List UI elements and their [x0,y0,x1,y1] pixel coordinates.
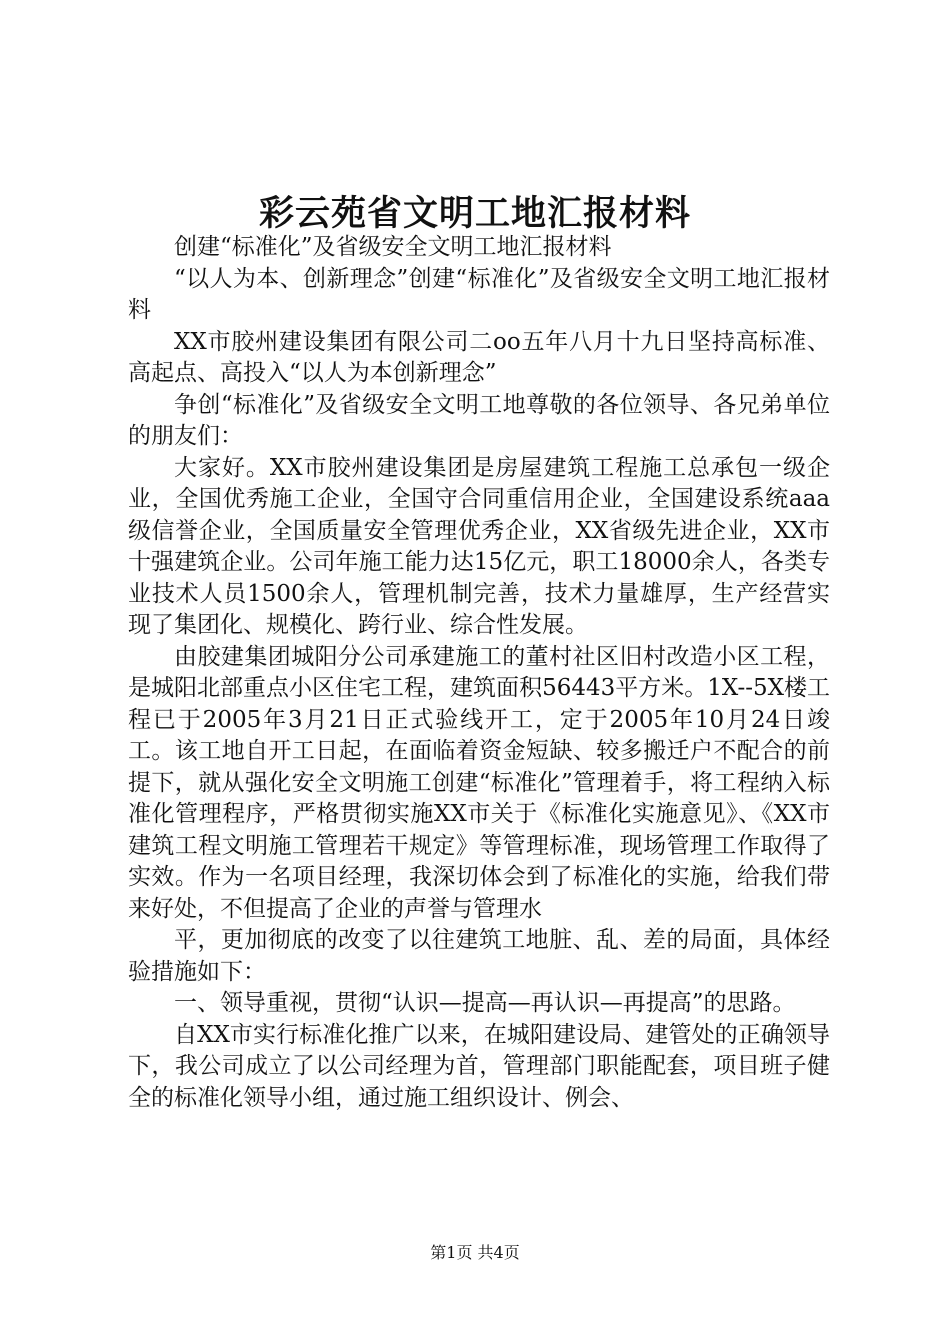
paragraph: 一、领导重视，贯彻“认识—提高—再认识—再提高”的思路。 [174,990,796,1016]
page-footer: 第1页 共4页 [430,1243,520,1262]
paragraph: 创建“标准化”及省级安全文明工地汇报材料 [174,234,612,260]
paragraph: 争创“标准化”及省级安全文明工地尊敬的各位领导、各兄弟单位的朋友们： [128,391,830,449]
paragraph: 平，更加彻底的改变了以往建筑工地脏、乱、差的局面，具体经验措施如下： [128,927,830,985]
paragraph: 自XX市实行标准化推广以来，在城阳建设局、建管处的正确领导下，我公司成立了以公司经理为首，管理部门职能配套，项目班子健全的标准化领导小组，通过施工组织设计、例会、 [128,1021,830,1111]
document-title: 彩云苑省文明工地汇报材料 [258,193,691,234]
paragraph: XX市胶州建设集团有限公司二oo五年八月十九日坚持高标准、高起点、高投入“以人为本创新理念” [128,328,830,386]
paragraph: “以人为本、创新理念”创建“标准化”及省级安全文明工地汇报材料 [128,265,830,323]
document-body [128,232,830,1114]
paragraph: 由胶建集团城阳分公司承建施工的董村社区旧村改造小区工程，是城阳北部重点小区住宅工程，建筑面积56443平方米。1X--5X楼工程已于2005年3月21日正式验线开工，定于2005年10月24日竣工。该工地自开工日起，在面临着资金短缺、较多搬迁户不配合的前提下，就从强化安全文明施工创建“标准化”管理着手，将工程纳入标准化管理程序，严格贯彻实施XX市关于《标准化实施意见》、《XX市建筑工程文明施工管理若干规定》等管理标准，现场管理工作取得了实效。作为一名项目经理，我深切体会到了标准化的实施，给我们带来好处，不但提高了企业的声誉与管理水 [128,643,830,922]
paragraph: 大家好。XX市胶州建设集团是房屋建筑工程施工总承包一级企业，全国优秀施工企业，全国守合同重信用企业，全国建设系统aaa级信誉企业，全国质量安全管理优秀企业，XX省级先进企业，XX市十强建筑企业。公司年施工能力达15亿元，职工18000余人，各类专业技术人员1500余人，管理机制完善，技术力量雄厚，生产经营实现了集团化、规模化、跨行业、综合性发展。 [128,454,830,638]
